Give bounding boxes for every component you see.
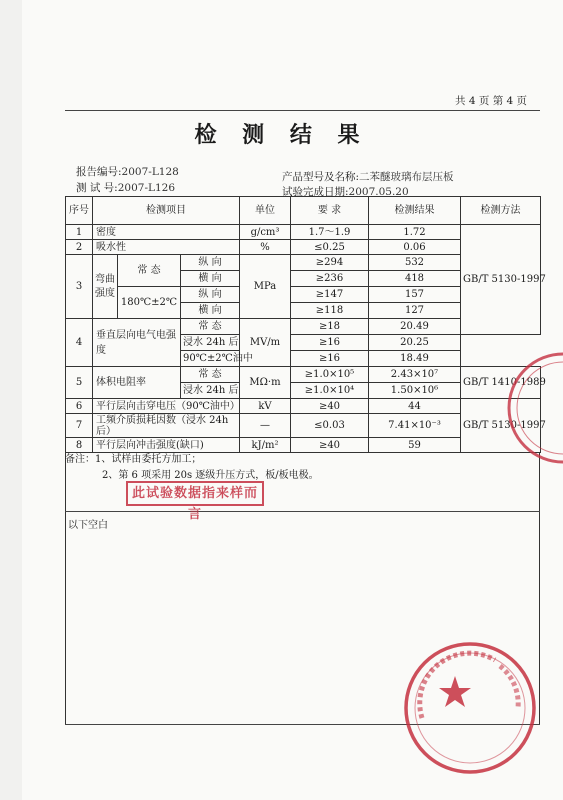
row-condition: 浸水 24h 后 [181, 335, 240, 351]
note-line-1: 备注：1、试样由委托方加工； [65, 454, 202, 465]
row-seq: 6 [66, 399, 93, 414]
row-unit: MV/m [240, 319, 291, 367]
table-row [66, 225, 541, 240]
report-number-value: 2007-L128 [121, 166, 179, 178]
row-result: 0.06 [369, 240, 461, 255]
row-condition: 180℃±2℃ [118, 287, 181, 319]
row-requirement: ≥16 [291, 335, 369, 351]
row-requirement: ≥236 [291, 271, 369, 287]
row-unit: % [240, 240, 291, 255]
row-condition: 常 态 [118, 255, 181, 287]
row-result: 20.49 [369, 319, 461, 335]
row-requirement: ≤0.25 [291, 240, 369, 255]
row-direction: 纵 向 [181, 255, 240, 271]
sample-disclaimer-stamp: 此试验数据指来样而言 [126, 481, 264, 506]
row-condition: 常 态 [181, 367, 240, 383]
row-requirement: ≥118 [291, 303, 369, 319]
header-result: 检测结果 [369, 197, 461, 225]
box-left-border [65, 452, 66, 724]
row-requirement: ≥40 [291, 399, 369, 414]
row-seq: 7 [66, 414, 93, 438]
row-item: 吸水性 [93, 240, 240, 255]
row-result: 418 [369, 271, 461, 287]
date-label: 试验完成日期: [282, 186, 349, 198]
row-requirement: ≤0.03 [291, 414, 369, 438]
row-item: 弯曲强度 [93, 255, 118, 319]
row-unit: MΩ·m [240, 367, 291, 399]
blank-note: 以下空白 [68, 520, 108, 531]
row-requirement: ≥16 [291, 351, 369, 367]
row-seq: 3 [66, 255, 93, 319]
row-seq: 5 [66, 367, 93, 399]
row-unit: MPa [240, 255, 291, 319]
results-table [65, 196, 546, 453]
row-direction: 纵 向 [181, 287, 240, 303]
header-method: 检测方法 [461, 197, 541, 225]
product-label: 产品型号及名称: [282, 171, 360, 183]
row-requirement: ≥294 [291, 255, 369, 271]
row-requirement: ≥1.0×10⁵ [291, 367, 369, 383]
header-rule [65, 110, 540, 111]
row-unit: kJ/m² [240, 438, 291, 453]
row-item: 体积电阻率 [93, 367, 181, 399]
test-number-label: 测 试 号: [76, 182, 118, 194]
row-condition: 90℃±2℃油中 [181, 351, 240, 367]
row-condition: 常 态 [181, 319, 240, 335]
row-result: 532 [369, 255, 461, 271]
row-seq: 1 [66, 225, 93, 240]
row-result: 1.72 [369, 225, 461, 240]
method-cell: GB/T 5130-1997 [461, 399, 541, 453]
box-right-border [539, 452, 540, 724]
test-number [76, 180, 175, 195]
row-result: 157 [369, 287, 461, 303]
row-result: 7.41×10⁻³ [369, 414, 461, 438]
row-result: 1.50×10⁶ [369, 383, 461, 399]
notes-divider [65, 511, 540, 512]
row-result: 18.49 [369, 351, 461, 367]
row-result: 127 [369, 303, 461, 319]
row-item: 工频介质损耗因数（浸水 24h 后） [93, 414, 240, 438]
row-requirement: ≥147 [291, 287, 369, 303]
row-item: 平行层向击穿电压（90℃油中） [93, 399, 240, 414]
row-item: 平行层向冲击强度(缺口) [93, 438, 240, 453]
row-unit: kV [240, 399, 291, 414]
report-number [76, 164, 179, 179]
row-unit: g/cm³ [240, 225, 291, 240]
row-item: 垂直层向电气电强度 [93, 319, 181, 367]
report-number-label: 报告编号: [76, 166, 122, 178]
row-direction: 横 向 [181, 303, 240, 319]
product-name [282, 169, 454, 184]
row-requirement: 1.7～1.9 [291, 225, 369, 240]
row-item: 密度 [93, 225, 240, 240]
header-seq: 序号 [66, 197, 93, 225]
row-seq: 8 [66, 438, 93, 453]
method-cell: GB/T 5130-1997 [461, 225, 541, 335]
page-count: 共 4 页 第 4 页 [455, 95, 528, 107]
row-result: 44 [369, 399, 461, 414]
row-result: 59 [369, 438, 461, 453]
row-result: 20.25 [369, 335, 461, 351]
row-result: 2.43×10⁷ [369, 367, 461, 383]
row-direction: 横 向 [181, 271, 240, 287]
row-unit: — [240, 414, 291, 438]
row-requirement: ≥40 [291, 438, 369, 453]
test-number-value: 2007-L126 [117, 182, 176, 194]
table-row [66, 367, 541, 383]
header-unit: 单位 [240, 197, 291, 225]
product-value: 二苯醚玻璃布层压板 [359, 171, 454, 183]
notes [65, 452, 319, 484]
table-row [66, 399, 541, 414]
box-bottom-border [65, 724, 540, 725]
page-title: 检 测 结 果 [194, 123, 369, 148]
row-seq: 4 [66, 319, 93, 367]
header-item: 检测项目 [93, 197, 240, 225]
note-line-2: 2、第 6 项采用 20s 逐级升压方式，板/板电极。 [102, 470, 319, 481]
row-condition: 浸水 24h 后 [181, 383, 240, 399]
date-value: 2007.05.20 [348, 186, 409, 198]
row-requirement: ≥18 [291, 319, 369, 335]
row-seq: 2 [66, 240, 93, 255]
table-header-row [66, 197, 541, 225]
header-requirement: 要 求 [291, 197, 369, 225]
method-cell: GB/T 1410-1989 [461, 367, 541, 399]
row-requirement: ≥1.0×10⁴ [291, 383, 369, 399]
